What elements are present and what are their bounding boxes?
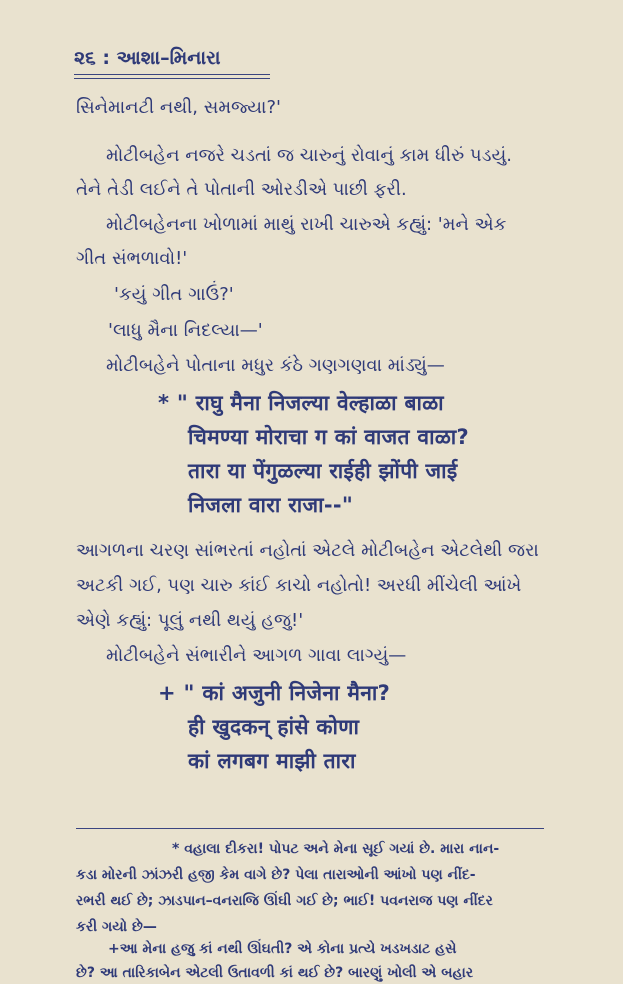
verse-line: + " कां अजुनी निजेना मैना?	[158, 681, 391, 705]
footnote-line: કરી ગયો છે—	[76, 919, 157, 935]
body-line: સિનેમાનટી નથી, સમજ્યા?'	[76, 97, 281, 118]
header-underline	[74, 74, 270, 79]
body-line: આગળના ચરણ સાંભરતાં નહોતાં એટલે મોટીબહેન એટલેથી જરા	[76, 540, 539, 561]
body-line: 'લાધુ મૈના નિદલ્યા—'	[108, 320, 263, 341]
verse-line: ही खुदकन् हांसे कोणा	[188, 715, 360, 739]
footnote-line: કડા મોરની ઝાંઝરી હજી કેમ વાગે છે? પેલા તારાઓની આંખો પણ નીંદ-	[76, 867, 476, 883]
footnote-line: +આ મેના હજુ કાં નથી ઊંઘતી? એ કોના પ્રત્યે ખડખડાટ હસે	[108, 941, 457, 957]
body-line: મોટીબહેન નજરે ચડતાં જ ચારુનું રોવાનું કામ ધીરું પડયું.	[106, 145, 512, 166]
footnote-line: રભરી થઈ છે; ઝાડપાન–વનરાજિ ઊંઘી ગઈ છે; ભાઈ! પવનરાજ પણ નીંદર	[76, 893, 493, 909]
footnote-line: છે? આ તારિકાબેન એટલી ઉતાવળી કાં થઈ છે? બારણું ખોલી એ બહાર	[76, 965, 474, 981]
footnote-line: * વહાલા દીકરા! પોપટ અને મેના સૂઈ ગયાં છે. મારા નાન-	[172, 841, 500, 857]
verse-line: कां लगबग माझी तारा	[188, 749, 356, 773]
body-line: મોટીબહેને પોતાના મધુર કંઠે ગણગણવા માંડ્યું—	[106, 355, 445, 376]
body-line: અટકી ગઈ, પણ ચારુ કાંઈ કાચો નહોતો! અરધી મીંચેલી આંખે	[76, 575, 522, 596]
body-line: તેને તેડી લઈને તે પોતાની ઓરડીએ પાછી ફરી.	[76, 179, 407, 200]
body-line: ગીત સંભળાવો!'	[76, 248, 188, 269]
verse-line: तारा या पेंगुळल्या राईही झोंपी जाई	[188, 459, 458, 483]
verse-line: चिमण्या मोराचा ग कां वाजत वाळा?	[188, 425, 470, 449]
body-line: 'કયું ગીત ગાઉં?'	[114, 284, 234, 305]
page-header: ૨૬ : આશા–મિનારા	[74, 47, 221, 69]
body-line: મોટીબહેનના ખોળામાં માથું રાખી ચારુએ કહ્યું: 'મને એક	[106, 214, 507, 235]
verse-line: निजला वारा राजा--"	[188, 493, 354, 517]
verse-line: * " राघु मैना निजल्या वेल्हाळा बाळा	[158, 391, 444, 415]
footnote-divider	[76, 828, 544, 829]
body-line: મોટીબહેને સંભારીને આગળ ગાવા લાગ્યું—	[106, 645, 407, 666]
body-line: એણે કહ્યું: પૂલું નથી થયું હજુ!'	[76, 610, 304, 631]
